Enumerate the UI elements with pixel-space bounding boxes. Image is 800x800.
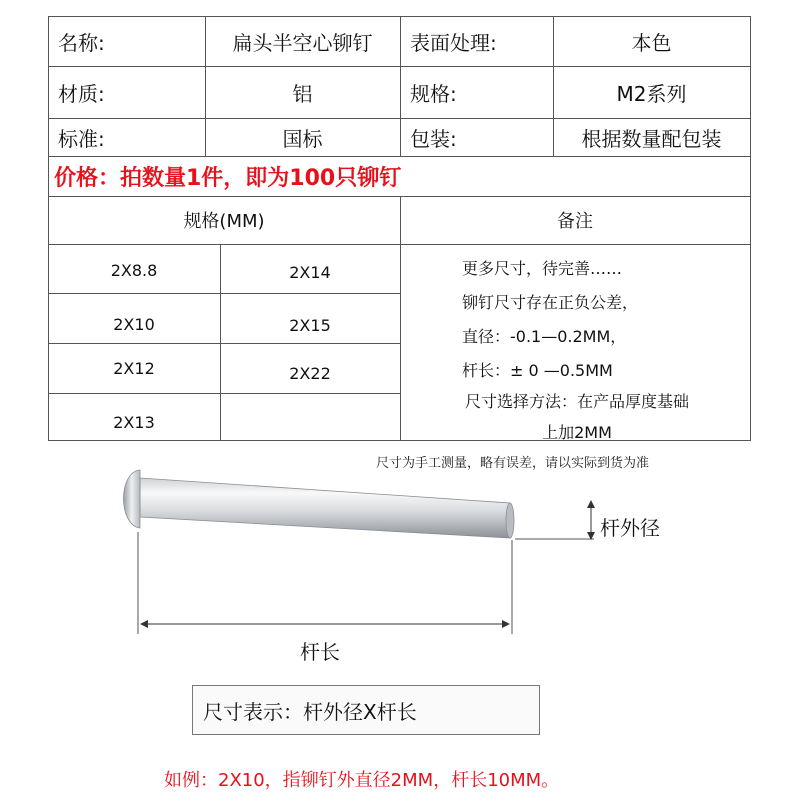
measurement-disclaimer: 尺寸为手工测量，略有误差，请以实际到货为准 [376,456,650,471]
name-label: 名称: [58,30,105,55]
note-line: 直径：-0.1—0.2MM， [462,327,627,346]
length-dimension-arrow [140,620,510,628]
note-line: 铆钉尺寸存在正负公差， [462,293,639,312]
length-label: 杆长 [300,640,340,664]
spec-label: 规格: [410,81,457,106]
size-cell: 2X15 [289,316,331,335]
diameter-dimension-arrow [587,500,595,540]
price-text: 价格：拍数量1件，即为100只铆钉 [54,165,402,191]
rivet-shaft [140,478,514,538]
standard-value: 国标 [282,126,323,151]
surface-label: 表面处理: [410,30,497,55]
diameter-label: 杆外径 [600,516,660,540]
material-value: 铝 [292,81,313,106]
example-text: 如例：2X10，指铆钉外直径2MM，杆长10MM。 [164,770,560,791]
size-cell [220,398,400,440]
spec-value: M2系列 [616,81,687,106]
packaging-label: 包装: [410,126,457,151]
size-cell: 2X22 [289,364,331,383]
size-cell: 2X13 [113,413,155,432]
note-line: 上加2MM [542,423,612,442]
size-expression-text: 尺寸表示：杆外径X杆长 [203,699,417,724]
note-header: 备注 [557,211,593,232]
packaging-value: 根据数量配包装 [581,126,722,151]
size-cell: 2X14 [289,263,331,282]
note-line: 杆长：± 0 —0.5MM [462,361,613,380]
standard-label: 标准: [58,126,105,151]
size-cell: 2X8.8 [110,261,158,280]
size-cell: 2X12 [113,359,155,378]
note-line: 更多尺寸，待完善…… [462,259,623,278]
rivet-diagram [0,460,800,660]
rivet-head [124,470,141,528]
size-cell: 2X10 [113,315,155,334]
note-line: 尺寸选择方法：在产品厚度基础 [464,392,689,411]
material-label: 材质: [58,81,105,106]
spec-header: 规格(MM) [183,211,265,232]
name-value: 扁头半空心铆钉 [232,30,373,55]
size-expression-box [192,685,540,735]
surface-value: 本色 [631,30,672,55]
